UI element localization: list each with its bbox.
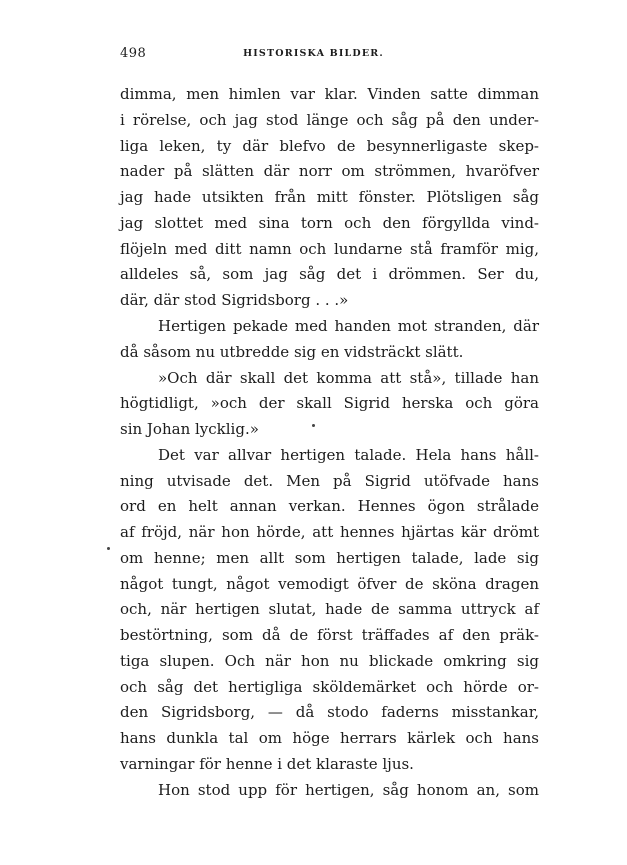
text-line: sin Johan lycklig.» xyxy=(120,420,259,438)
text-line: jag slottet med sina torn och den förgyllda vind- xyxy=(120,214,539,232)
text-line: något tungt, något vemodigt öfver de sköna dragen xyxy=(120,575,539,593)
text-line: jag hade utsikten från mitt fönster. Plötsligen såg xyxy=(120,188,539,206)
text-line: ning utvisade det. Men på Sigrid utöfvade hans xyxy=(120,472,539,490)
text-line: där, där stod Sigridsborg . . .» xyxy=(120,291,349,309)
text-line: tiga slupen. Och när hon nu blickade omkring sig xyxy=(120,652,539,670)
text-line: liga leken, ty där blefvo de besynnerligaste skep- xyxy=(120,137,539,155)
text-line: hans dunkla tal om höge herrars kärlek och hans xyxy=(120,729,539,747)
text-line: Hon stod upp för hertigen, såg honom an, som xyxy=(158,781,539,799)
text-line: bestörtning, som då de först träffades af den präk- xyxy=(120,626,539,644)
text-line: af fröjd, när hon hörde, att hennes hjärtas kär drömt xyxy=(120,523,539,541)
ink-speck xyxy=(107,547,110,550)
text-line: högtidligt, »och der skall Sigrid herska och göra xyxy=(120,394,539,412)
running-head: HISTORISKA BILDER. xyxy=(243,48,384,59)
text-line: flöjeln med ditt namn och lundarne stå framför mig, xyxy=(120,240,539,258)
text-line: nader på slätten där norr om strömmen, hvaröfver xyxy=(120,162,539,180)
text-line: dimma, men himlen var klar. Vinden satte dimman xyxy=(120,85,539,103)
text-line: den Sigridsborg, — då stodo faderns misstankar, xyxy=(120,703,539,721)
text-line: då såsom nu utbredde sig en vidsträckt slätt. xyxy=(120,343,464,361)
text-line: och, när hertigen slutat, hade de samma uttryck af xyxy=(120,600,539,618)
text-line: ord en helt annan verkan. Hennes ögon strålade xyxy=(120,497,539,515)
text-line: om henne; men allt som hertigen talade, lade sig xyxy=(120,549,539,567)
ink-speck xyxy=(312,424,315,427)
text-line: »Och där skall det komma att stå», tillade han xyxy=(158,369,539,387)
page-number: 498 xyxy=(120,46,147,61)
text-line: Hertigen pekade med handen mot stranden, där xyxy=(158,317,539,335)
text-line: Det var allvar hertigen talade. Hela hans håll- xyxy=(158,446,539,464)
text-line: i rörelse, och jag stod länge och såg på den under- xyxy=(120,111,539,129)
text-line: och såg det hertigliga sköldemärket och hörde or- xyxy=(120,678,539,696)
text-line: alldeles så, som jag såg det i drömmen. Ser du, xyxy=(120,265,539,283)
text-line: varningar för henne i det klaraste ljus. xyxy=(120,755,414,773)
